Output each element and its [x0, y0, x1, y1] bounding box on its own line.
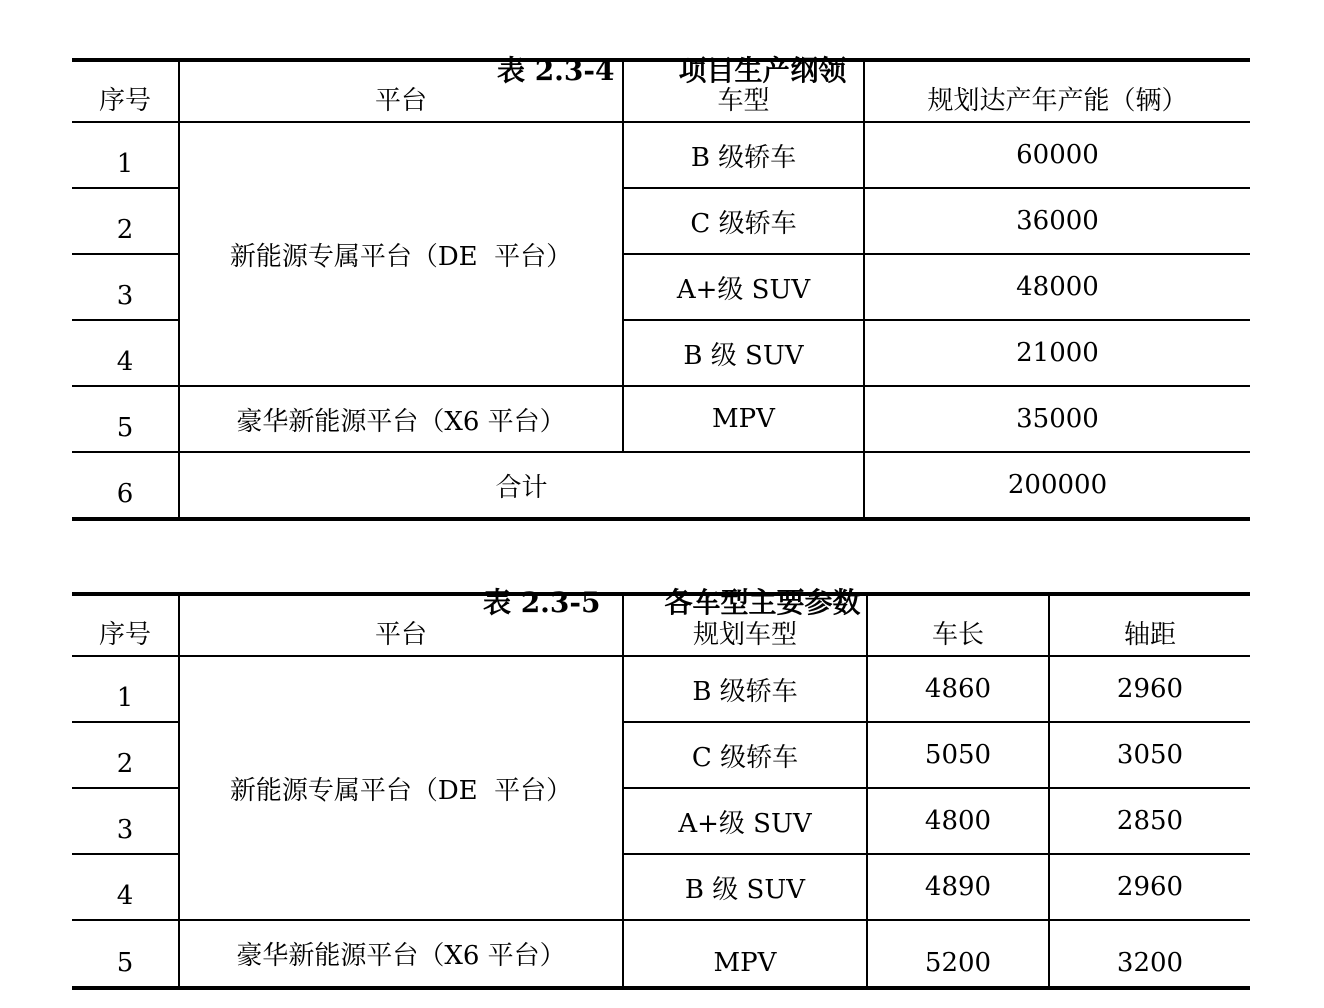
table1-caption-number: 表 2.3-4 — [496, 54, 615, 87]
row-wheelbase: 2960 — [1049, 854, 1250, 920]
vehicle-parameters-table — [72, 592, 1250, 990]
row-capacity: 48000 — [864, 254, 1250, 320]
table1-caption-title: 项目生产纲领 — [678, 54, 847, 87]
row-capacity: 60000 — [864, 122, 1250, 188]
header-platform: 平台 — [179, 594, 623, 656]
row-capacity: 35000 — [864, 386, 1250, 452]
production-program-table — [72, 58, 1250, 521]
table-row — [72, 122, 1250, 188]
table-header-row — [72, 594, 1250, 656]
table2-caption-number: 表 2.3-5 — [482, 586, 601, 619]
row-seq: 2 — [72, 722, 179, 788]
row-seq: 4 — [72, 854, 179, 920]
platform-de-cell: 新能源专属平台（DE 平台） — [179, 656, 623, 920]
row-model: C 级轿车 — [623, 722, 867, 788]
total-label: 合计 — [179, 452, 864, 519]
row-model: MPV — [623, 920, 867, 988]
row-model: B 级轿车 — [623, 656, 867, 722]
header-wheelbase: 轴距 — [1049, 594, 1250, 656]
row-seq: 3 — [72, 254, 179, 320]
table-row — [72, 386, 1250, 452]
row-wheelbase: 2850 — [1049, 788, 1250, 854]
row-seq: 5 — [72, 920, 179, 988]
row-length: 4860 — [867, 656, 1049, 722]
row-length: 5200 — [867, 920, 1049, 988]
platform-de-cell: 新能源专属平台（DE 平台） — [179, 122, 623, 386]
header-seq: 序号 — [72, 60, 179, 122]
row-model: A+级 SUV — [623, 254, 864, 320]
header-platform: 平台 — [179, 60, 623, 122]
row-seq: 1 — [72, 122, 179, 188]
row-length: 4890 — [867, 854, 1049, 920]
row-seq: 5 — [72, 386, 179, 452]
header-seq: 序号 — [72, 594, 179, 656]
row-wheelbase: 3200 — [1049, 920, 1250, 988]
row-seq: 1 — [72, 656, 179, 722]
table2-caption-title: 各车型主要参数 — [664, 586, 861, 619]
row-wheelbase: 2960 — [1049, 656, 1250, 722]
row-model: B 级轿车 — [623, 122, 864, 188]
header-length: 车长 — [867, 594, 1049, 656]
row-seq: 3 — [72, 788, 179, 854]
total-seq: 6 — [72, 452, 179, 519]
row-seq: 4 — [72, 320, 179, 386]
header-model: 规划车型 — [623, 594, 867, 656]
header-capacity: 规划达产年产能（辆） — [864, 60, 1250, 122]
row-capacity: 21000 — [864, 320, 1250, 386]
row-model: A+级 SUV — [623, 788, 867, 854]
row-model: B 级 SUV — [623, 320, 864, 386]
total-row — [72, 452, 1250, 519]
table-header-row — [72, 60, 1250, 122]
platform-x6-cell: 豪华新能源平台（X6 平台） — [179, 920, 623, 988]
row-model: B 级 SUV — [623, 854, 867, 920]
header-model: 车型 — [623, 60, 864, 122]
row-wheelbase: 3050 — [1049, 722, 1250, 788]
table-row — [72, 656, 1250, 722]
row-model: C 级轿车 — [623, 188, 864, 254]
platform-x6-cell: 豪华新能源平台（X6 平台） — [179, 386, 623, 452]
row-length: 4800 — [867, 788, 1049, 854]
row-capacity: 36000 — [864, 188, 1250, 254]
table-row — [72, 920, 1250, 988]
row-length: 5050 — [867, 722, 1049, 788]
row-seq: 2 — [72, 188, 179, 254]
row-model: MPV — [623, 386, 864, 452]
total-capacity: 200000 — [864, 452, 1250, 519]
